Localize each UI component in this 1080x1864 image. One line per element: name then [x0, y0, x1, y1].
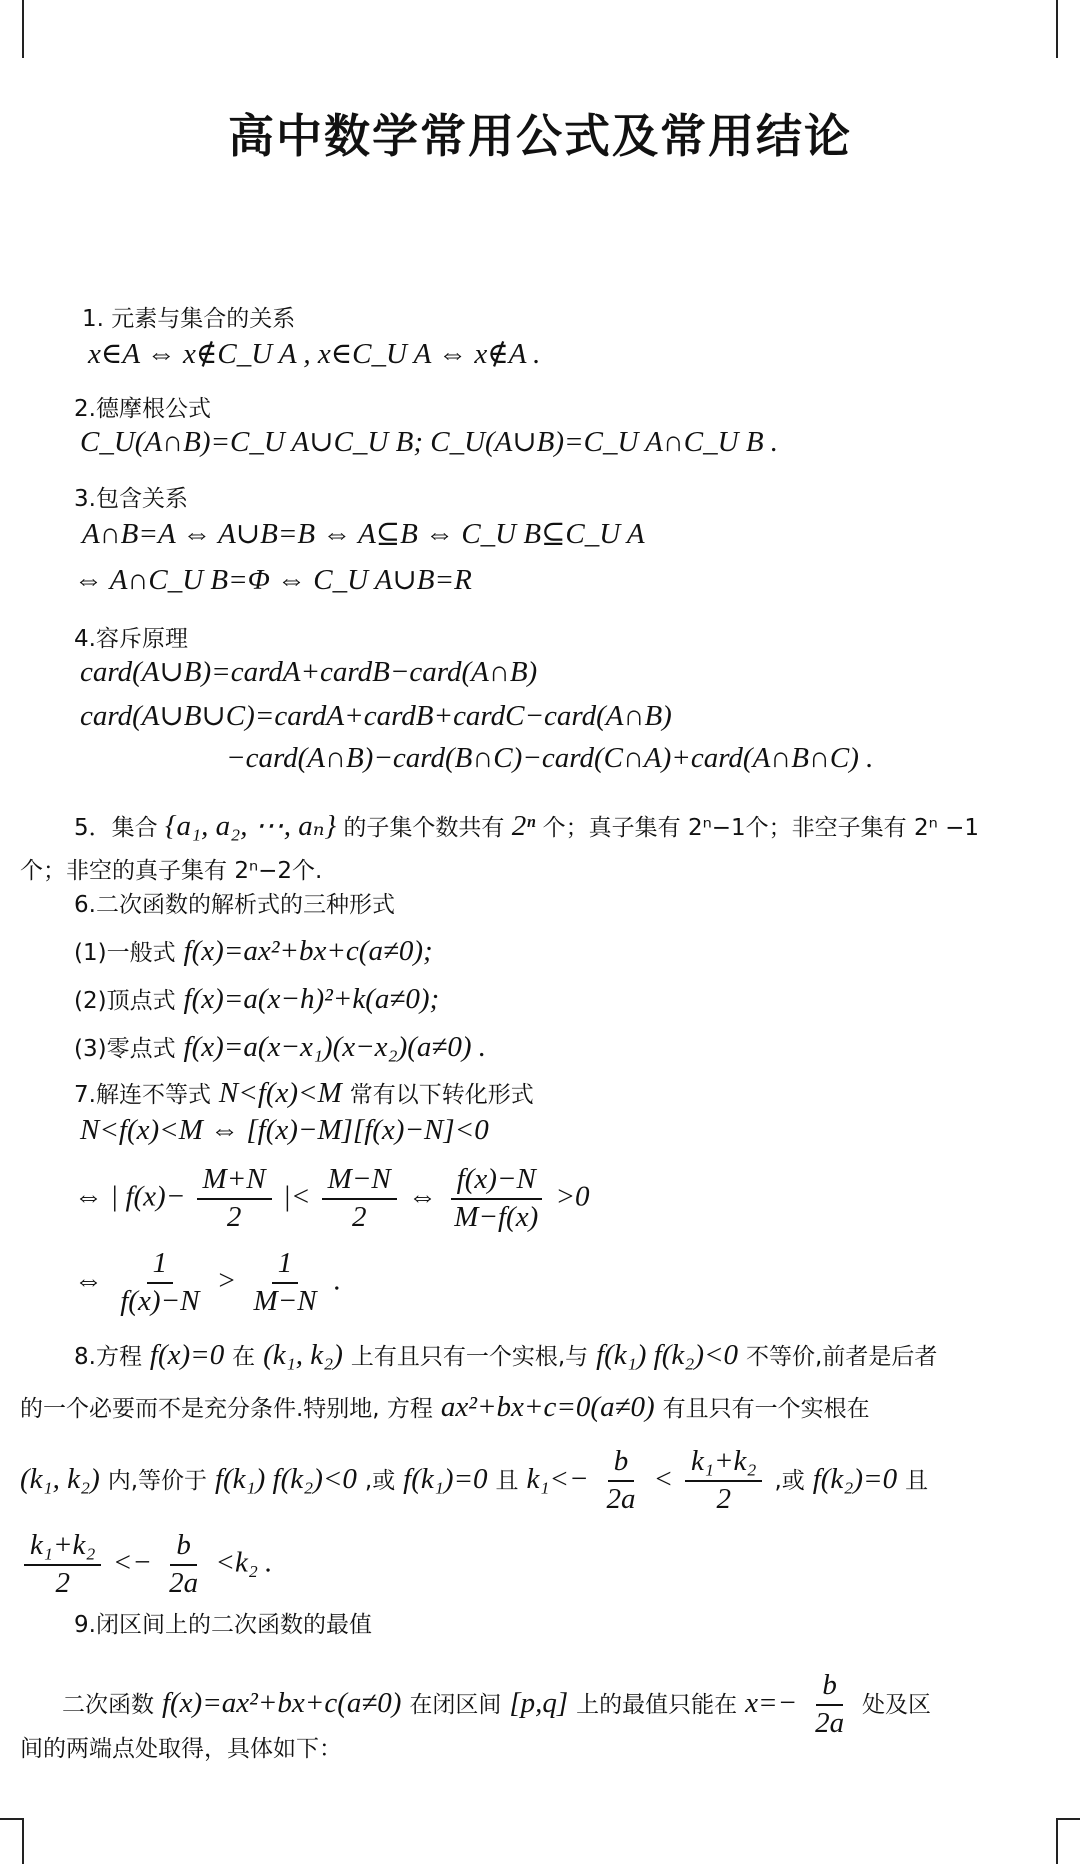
s7-heading-tail: 常有以下转化形式	[349, 1082, 534, 1108]
s8-frac-4: $\frac{b}{2a}$	[169, 1529, 199, 1599]
s7-frac-4: $\frac{1}{f(x)-N}$	[120, 1247, 200, 1317]
s9-frac: $\frac{b}{2a}$	[815, 1669, 845, 1739]
s6-form-b-label: (2)顶点式	[74, 988, 176, 1014]
s8-line-1: 8.方程 f(x)=0 在 (k₁, k₂) 上有且只有一个实根,与 f(k₁) f(k₂)<0 不等价,前者是后者	[74, 1339, 938, 1371]
s6-form-b-formula: f(x)=a(x−h)²+k(a≠0);	[183, 983, 440, 1015]
s5-power-1: 2ⁿ	[511, 810, 536, 842]
s4-formula-2: card(A∪B∪C)=cardA+cardB+cardC−card(A∩B)	[80, 700, 672, 732]
s6-form-c-formula: f(x)=a(x−x₁)(x−x₂)(a≠0) .	[183, 1031, 487, 1063]
s8-line-4: $\frac{\text{k₁+k₂}}{2}$ <− $\frac{b}{2a}$ <k₂ .	[20, 1530, 272, 1600]
s6-form-a	[74, 934, 433, 968]
s7-f2-abs: |<	[282, 1180, 311, 1213]
s5-text-a: 5．集合	[74, 815, 158, 841]
s3-heading: 3.包含关系	[74, 486, 188, 512]
s6-form-c	[74, 1030, 486, 1064]
s2-formula: C_U(A∩B)=C_U A∪C_U B; C_U(A∪B)=C_U A∩C_U B .	[80, 426, 779, 458]
s2-heading: 2.德摩根公式	[74, 396, 211, 422]
s6-heading: 6.二次函数的解析式的三种形式	[74, 892, 395, 918]
s7-f3-dot: .	[333, 1264, 342, 1297]
s5-line-1	[74, 808, 979, 843]
s3-formula-2: ⇔ A∩C_U B=Φ ⇔ C_U A∪B=R	[74, 564, 472, 596]
s8-frac-1: $\frac{b}{2a}$	[606, 1445, 636, 1515]
s7-frac-5: $\frac{1}{M-N}$	[253, 1247, 317, 1317]
s7-frac-1: $\frac{M+N}{2}$	[197, 1164, 272, 1234]
s7-heading	[74, 1076, 534, 1110]
s1-formula: x∈A ⇔ x∉C_U A , x∈C_U A ⇔ x∉A .	[88, 338, 541, 370]
s8-frac-3: $\frac{\text{k₁+k₂}}{2}$	[24, 1530, 101, 1600]
s7-heading-text: 7.解连不等式	[74, 1082, 211, 1108]
crop-mark-bottom-left	[0, 1818, 24, 1864]
s4-formula-3: −card(A∩B)−card(B∩C)−card(C∩A)+card(A∩B∩C) .	[226, 742, 874, 774]
s7-f2-tail: >0	[555, 1180, 590, 1213]
s5-text-d: 个；非空的真子集有	[20, 858, 227, 884]
s7-formula-3	[74, 1248, 341, 1318]
s7-f3-gt: >	[216, 1264, 237, 1297]
s6-form-a-formula: f(x)=ax²+bx+c(a≠0);	[183, 935, 433, 967]
s5-power-4: 2ⁿ−2个.	[234, 858, 323, 884]
s5-power-2: 2ⁿ−1个；非空子集有	[687, 815, 907, 841]
s5-text-c: 个；真子集有	[542, 815, 681, 841]
s4-heading: 4.容斥原理	[74, 626, 188, 652]
s6-form-c-label: (3)零点式	[74, 1036, 176, 1062]
s7-formula-2	[74, 1164, 590, 1234]
s8-line-2: 的一个必要而不是充分条件.特别地, 方程 ax²+bx+c=0(a≠0) 有且只有一个实根在	[20, 1391, 870, 1423]
s5-line-2	[20, 852, 322, 885]
crop-mark-top-right	[1056, 0, 1080, 58]
s7-frac-3: $\frac{f(x)-N}{M-f(x)}$	[448, 1164, 544, 1234]
s5-text-b: 的子集个数共有	[343, 815, 505, 841]
s7-f2-iff: ⇔	[408, 1180, 437, 1213]
s7-f3-iff: ⇔	[74, 1264, 103, 1297]
page-title: 高中数学常用公式及常用结论	[228, 109, 852, 163]
s7-heading-formula: N<f(x)<M	[218, 1077, 342, 1109]
crop-mark-top-left	[0, 0, 24, 58]
s1-heading: 1. 元素与集合的关系	[82, 306, 296, 332]
s7-f2-prefix: ⇔ | f(x)−	[74, 1180, 186, 1213]
s5-power-3: 2ⁿ −1	[913, 815, 979, 841]
s5-set: {a₁, a₂, ⋯, aₙ}	[164, 810, 337, 842]
s9-line-2: 间的两端点处取得，具体如下：	[20, 1736, 342, 1762]
s7-formula-1: N<f(x)<M ⇔ [f(x)−M][f(x)−N]<0	[80, 1114, 489, 1146]
s3-formula-1: A∩B=A ⇔ A∪B=B ⇔ A⊆B ⇔ C_U B⊆C_U A	[82, 518, 645, 550]
s6-form-b	[74, 982, 439, 1016]
s6-form-a-label: (1)一般式	[74, 940, 176, 966]
crop-mark-bottom-right	[1056, 1818, 1080, 1864]
s7-frac-2: $\frac{M-N}{2}$	[322, 1164, 397, 1234]
s9-heading: 9.闭区间上的二次函数的最值	[74, 1612, 372, 1638]
s9-line-1: 二次函数 f(x)=ax²+bx+c(a≠0) 在闭区间 [p,q] 上的最值只能在 x=− $\frac{b}{2a}$ 处及区	[62, 1669, 932, 1739]
s4-formula-1: card(A∪B)=cardA+cardB−card(A∩B)	[80, 656, 538, 688]
s8-line-3: (k₁, k₂) 内,等价于 f(k₁) f(k₂)<0 ,或 f(k₁)=0 且 k₁<− $\frac{b}{2a}$ < $\frac{\text{k₁+k₂}}{2}$ ,或 f(k₂)=0 且	[20, 1445, 929, 1515]
s8-frac-2: $\frac{\text{k₁+k₂}}{2}$	[685, 1446, 762, 1516]
